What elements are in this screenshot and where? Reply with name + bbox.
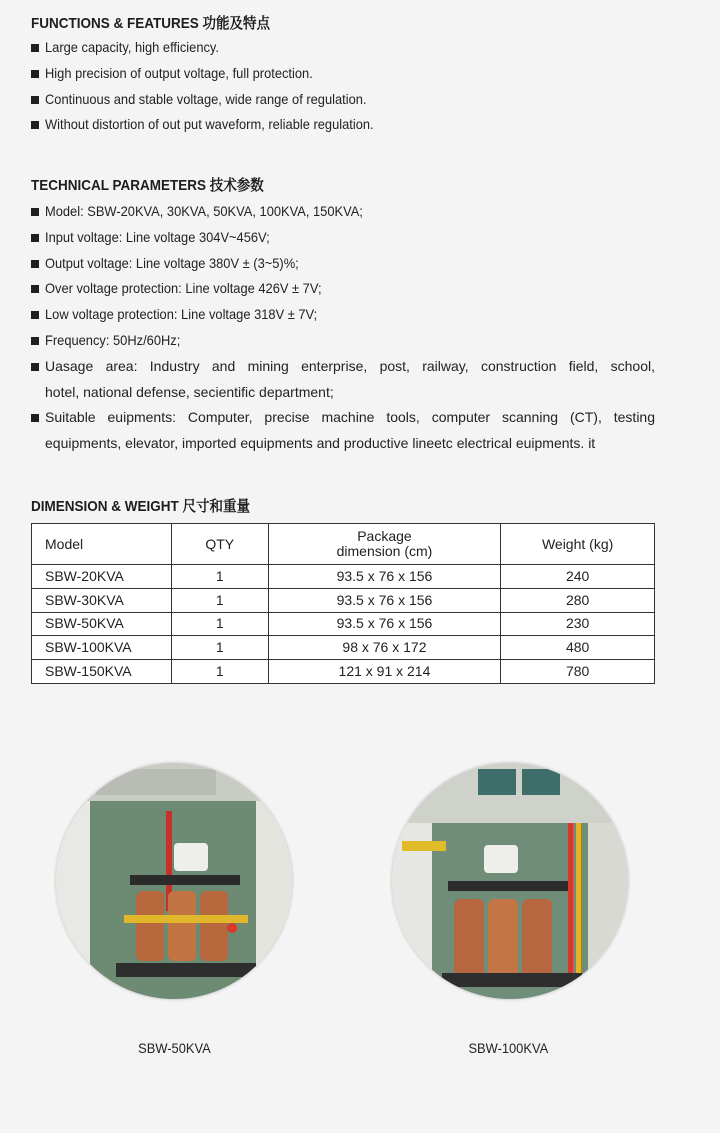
- equip-line-1: Suitable euipments: Computer, precise machine tools, computer scanning (CT), testing: [45, 409, 655, 426]
- dimension-table: [31, 523, 655, 684]
- table-row: SBW-50KVA 1 93.5 x 76 x 156 230: [32, 612, 655, 636]
- table-header-row: [32, 524, 655, 565]
- bullet-square-icon: [31, 363, 39, 371]
- bullet-square-icon: [31, 96, 39, 104]
- functions-title: FUNCTIONS & FEATURES 功能及特点: [31, 15, 271, 32]
- list-item: Continuous and stable voltage, wide range of regulation.: [31, 87, 655, 113]
- bullet-square-icon: [31, 260, 39, 268]
- photo-caption-left: SBW-50KVA: [138, 1040, 211, 1056]
- usage-line-1: Uasage area: Industry and mining enterprise, post, railway, construction field, school,: [45, 357, 655, 374]
- list-item: Large capacity, high efficiency.: [31, 35, 655, 61]
- list-item: High precision of output voltage, full protection.: [31, 61, 655, 87]
- table-row: SBW-20KVA 1 93.5 x 76 x 156 240: [32, 565, 655, 589]
- bullet-square-icon: [31, 311, 39, 319]
- technical-list: [31, 199, 655, 457]
- bullet-square-icon: [31, 70, 39, 78]
- bullet-square-icon: [31, 337, 39, 345]
- bullet-square-icon: [31, 234, 39, 242]
- header-model: Model: [32, 524, 172, 565]
- product-photo-sbw-50kva: [56, 763, 292, 999]
- equip-line-2: equipments, elevator, imported equipments and productive lineetc electrical euipments. it: [45, 435, 596, 452]
- product-photo-sbw-100kva: [392, 763, 628, 999]
- list-item: Without distortion of out put waveform, reliable regulation.: [31, 112, 655, 138]
- regulator-interior-illustration: [56, 763, 292, 999]
- header-weight: Weight (kg): [501, 524, 655, 565]
- list-item: Input voltage: Line voltage 304V~456V;: [31, 225, 655, 251]
- list-item: Model: SBW-20KVA, 30KVA, 50KVA, 100KVA, 150KVA;: [31, 199, 655, 225]
- technical-title: TECHNICAL PARAMETERS 技术参数: [31, 177, 264, 194]
- list-item: Low voltage protection: Line voltage 318V ± 7V;: [31, 302, 655, 328]
- list-item: [31, 354, 655, 406]
- header-qty: QTY: [171, 524, 268, 565]
- list-item: [31, 405, 655, 457]
- bullet-square-icon: [31, 414, 39, 422]
- list-item: Output voltage: Line voltage 380V ± (3~5)%;: [31, 251, 655, 277]
- table-row: SBW-150KVA 1 121 x 91 x 214 780: [32, 660, 655, 684]
- list-item: Frequency: 50Hz/60Hz;: [31, 328, 655, 354]
- bullet-square-icon: [31, 121, 39, 129]
- table-row: SBW-30KVA 1 93.5 x 76 x 156 280: [32, 588, 655, 612]
- bullet-square-icon: [31, 208, 39, 216]
- photo-caption-right: SBW-100KVA: [468, 1040, 549, 1056]
- bullet-square-icon: [31, 285, 39, 293]
- usage-line-2: hotel, national defense, secientific department;: [45, 383, 334, 400]
- list-item: Over voltage protection: Line voltage 426V ± 7V;: [31, 276, 655, 302]
- bullet-square-icon: [31, 44, 39, 52]
- regulator-interior-illustration: [392, 763, 628, 999]
- dimension-title: DIMENSION & WEIGHT 尺寸和重量: [31, 498, 251, 515]
- functions-list: [31, 35, 655, 138]
- table-row: SBW-100KVA 1 98 x 76 x 172 480: [32, 636, 655, 660]
- header-package: Package dimension (cm): [268, 524, 501, 565]
